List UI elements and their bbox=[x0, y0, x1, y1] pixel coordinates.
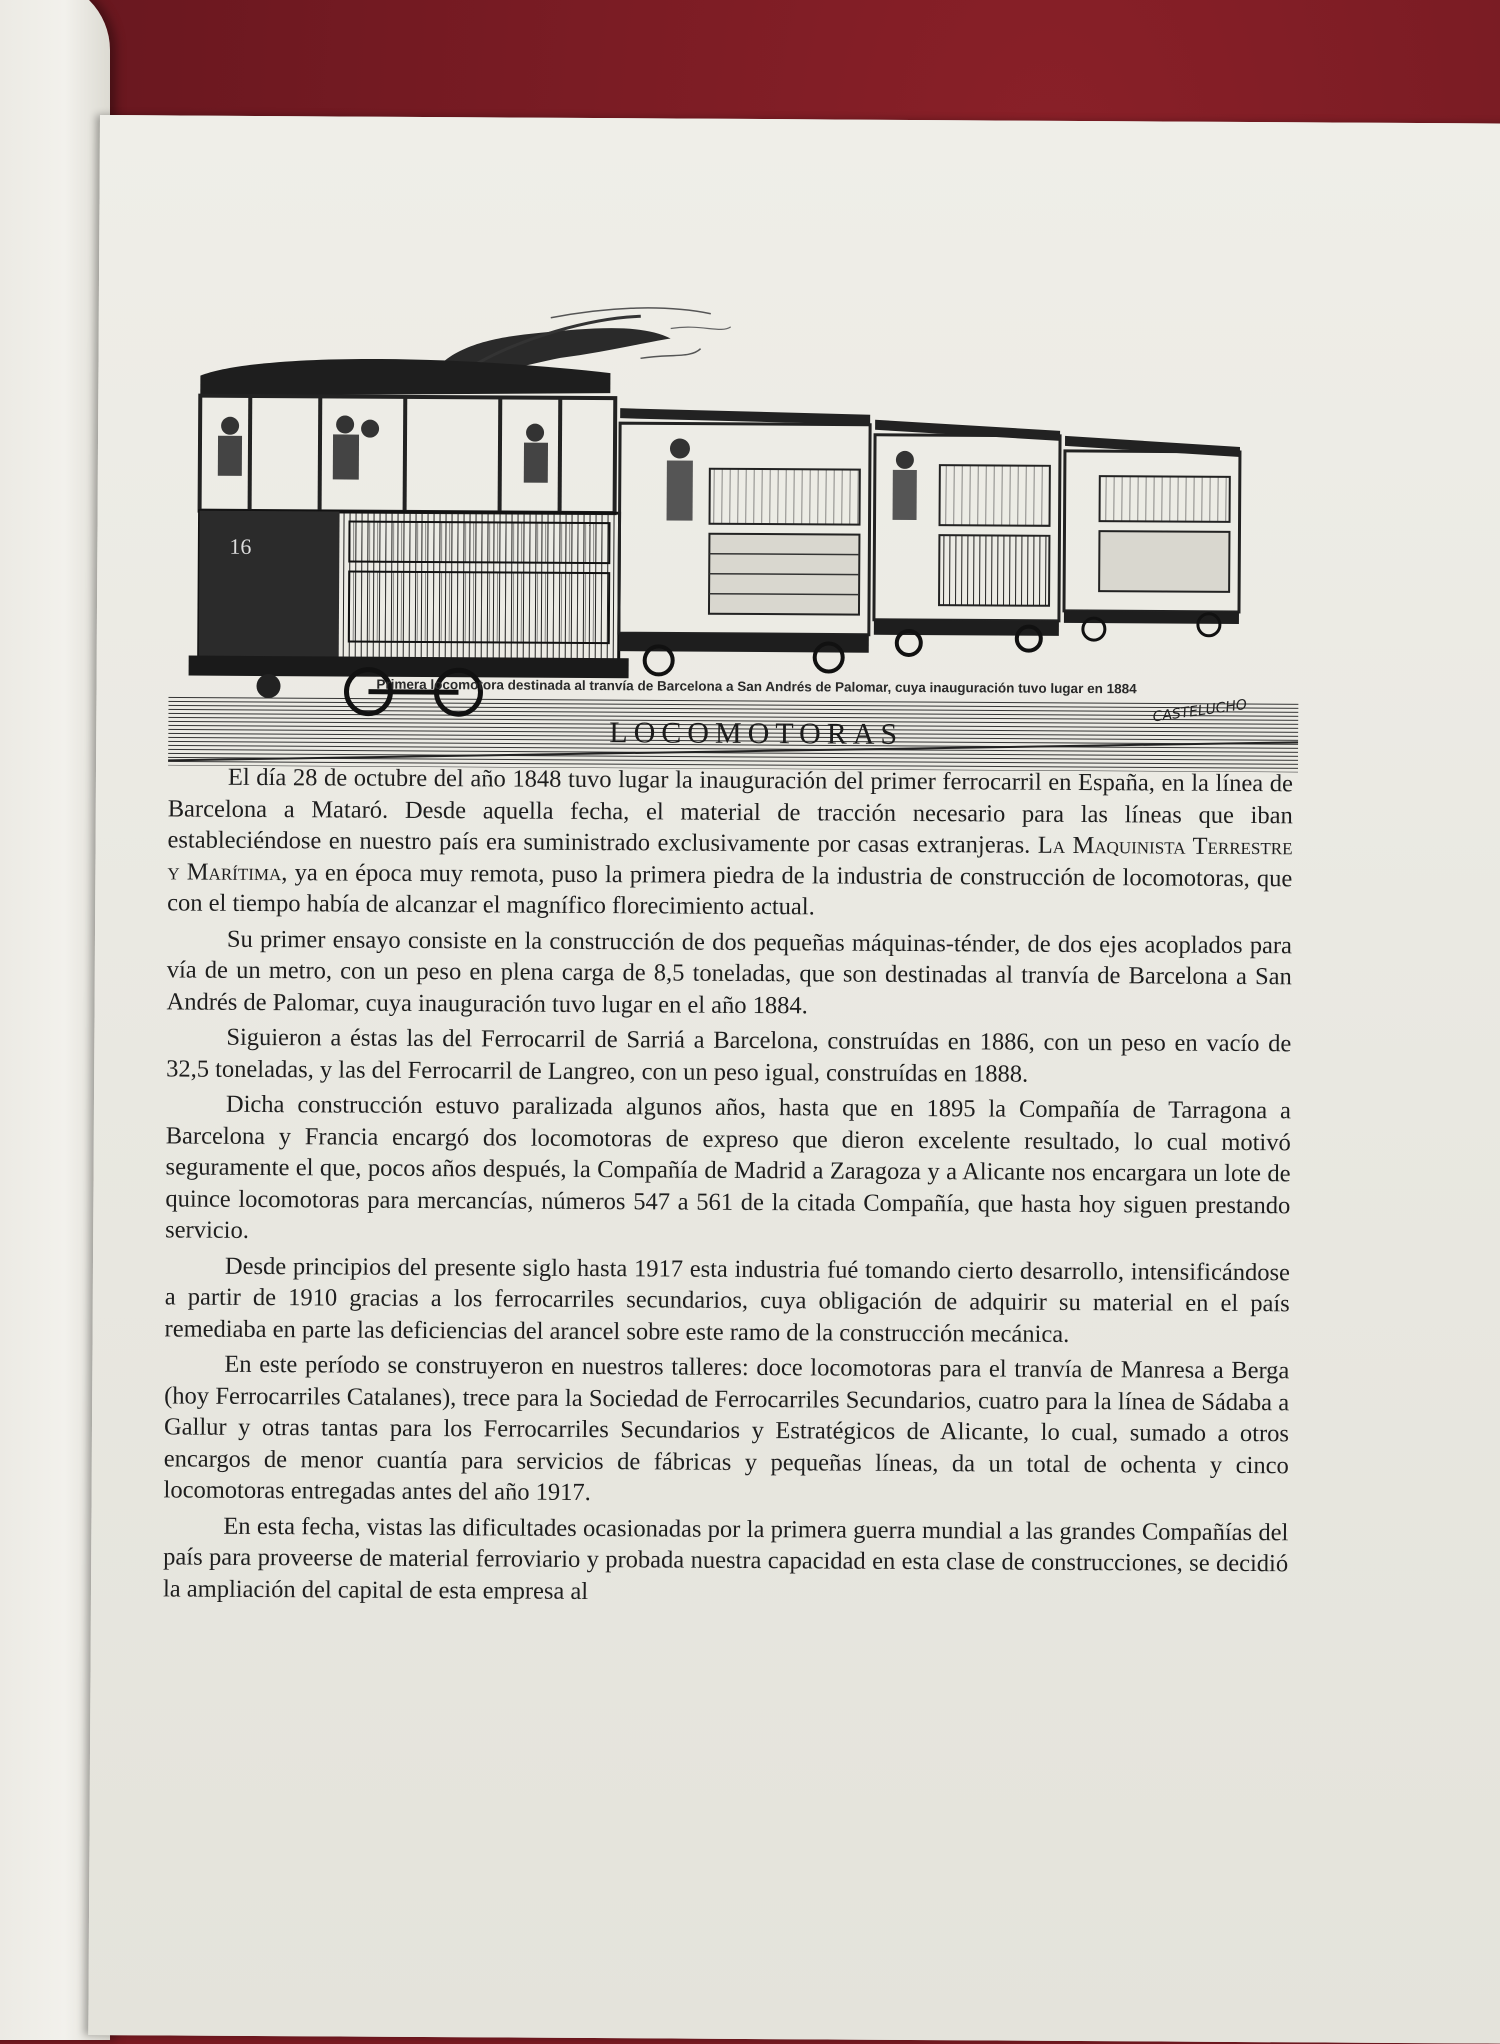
paragraph: En este período se construyeron en nuestros talleres: doce locomotoras para el tranvía de Manresa a Berga (hoy Ferrocarriles Catalanes), trece para la Sociedad de Ferrocarriles Secundarios, cuatro para la línea de Sádaba a Gallur y otras tantas para los Ferrocarriles Secundarios y Estratégicos de Alicante, lo cual, sumado a otros encargos de menor cuantía para servicios de fábricas y pequeñas líneas, da un total de ochenta y cinco locomotoras entregadas antes del año 1917. bbox=[163, 1350, 1290, 1507]
carriage-2 bbox=[874, 420, 1060, 656]
paragraph: Desde principios del presente siglo hasta 1917 esta industria fué tomando cierto desarrollo, intensificándose a partir de 1910 gracias a los ferrocarriles secundarios, cuya obligación de adquirir su material en el país remediaba en parte las deficiencias del arancel sobre este ramo de la construcción mecánica. bbox=[164, 1252, 1291, 1348]
tram-locomotive-engraving bbox=[168, 295, 1301, 782]
artist-signature: CASTELUCHO bbox=[1151, 696, 1249, 726]
paragraph: Su primer ensayo consiste en la construcción de dos pequeñas máquinas-ténder, de dos ejes acoplados para vía de un metro, con un peso en plena carga de 8,5 toneladas, que son destinadas al tranvía de Barcelona a San Andrés de Palomar, cuya inauguración tuvo lugar en el año 1884. bbox=[166, 925, 1293, 1019]
paragraph: Dicha construcción estuvo paralizada algunos años, hasta que en 1895 la Compañía de Tarragona a Barcelona y Francia encargó dos locomotoras de expreso que dieron excelente resultado, lo cual motivó seguramente el que, pocos años después, la Compañía de Madrid a Zaragoza y a Alicante nos encargara un lote de quince locomotoras para mercancías, números 547 a 561 de la citada Compañía, que hasta hoy siguen prestando servicio. bbox=[165, 1090, 1292, 1244]
article-body bbox=[163, 761, 1293, 1615]
carriage-1 bbox=[619, 408, 871, 676]
locomotive bbox=[188, 358, 630, 715]
figure-caption: Primera locomotora destinada al tranvía de Barcelona a San Andrés de Palomar, cuya inauguración tuvo lugar en 1884 bbox=[376, 676, 1137, 697]
book-page bbox=[88, 115, 1500, 2044]
locomotive-number: 16 bbox=[229, 533, 252, 559]
paragraph: El día 28 de octubre del año 1848 tuvo lugar la inauguración del primer ferrocarril en España, en la línea de Barcelona a Mataró. Desde aquella fecha, el material de tracción necesario para las líneas que iban estableciéndose en nuestro país era suministrado exclusivamente por casas extranjeras. La Maquinista Terrestre y Marítima, ya en época muy remota, puso la primera piedra de la industria de construcción de locomotoras, que con el tiempo había de alcanzar el magnífico florecimiento actual. bbox=[167, 763, 1294, 921]
company-name: La Maquinista Terrestre y Marítima bbox=[167, 831, 1293, 886]
paragraph: Siguieron a éstas las del Ferrocarril de Sarriá a Barcelona, construídas en 1886, con un peso en vacío de 32,5 toneladas, y las del Ferrocarril de Langreo, con un peso igual, construídas en 1888. bbox=[166, 1023, 1292, 1088]
paragraph: En esta fecha, vistas las dificultades ocasionadas por la primera guerra mundial a las grandes Compañías del país para proveerse de material ferroviario y probada nuestra capacidad en esta clase de construcciones, se decidió la ampliación del capital de esta empresa al bbox=[162, 1512, 1289, 1605]
carriage-3 bbox=[1064, 436, 1240, 641]
page-title: LOCOMOTORAS bbox=[609, 716, 904, 751]
